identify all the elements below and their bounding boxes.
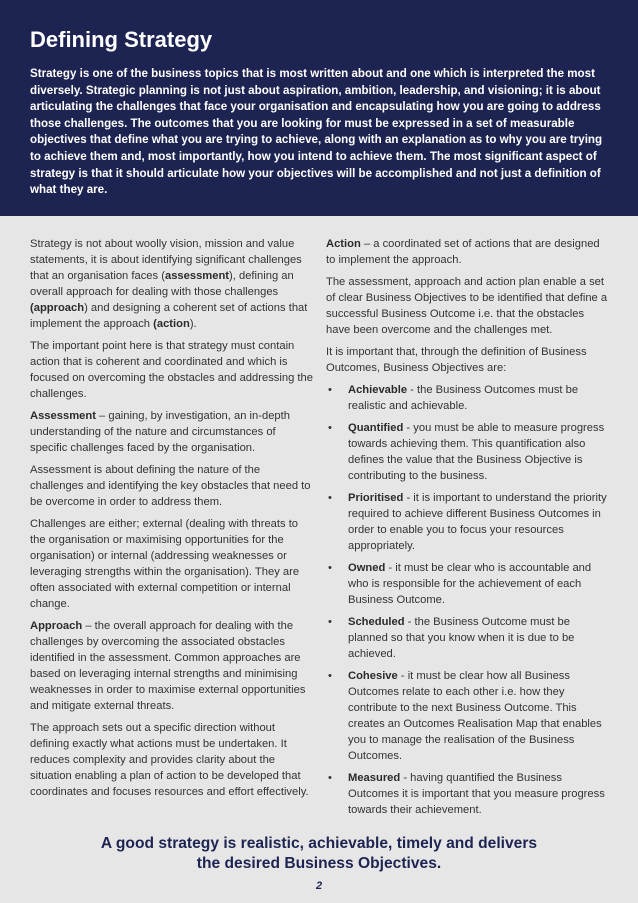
approach-definition: Approach – the overall approach for dealing with the challenges by overcoming the associated obstacles identified in the assessment. Common approaches are based on leveraging internal strengths and minimising weaknesses in order to maximise external opportunities and mitigate external threats. (30, 620, 306, 712)
closing-statement (0, 834, 638, 874)
page-title: Defining Strategy (30, 27, 213, 52)
list-item: • Prioritised - it is important to understand the priority required to achieve different Business Outcomes in order to enable you to focus your resources appropriately. (328, 492, 607, 552)
bullet-icon: • (328, 492, 332, 504)
assessment-term: assessment (164, 270, 230, 282)
bullet-icon: • (328, 422, 332, 434)
right-column (326, 236, 610, 824)
bullet-icon: • (328, 384, 332, 396)
strategy-paragraph: Strategy is not about woolly vision, mission and value statements, it is about identifying significant challenges that an organisation faces (assessment), defining an overall approach for dealing with those challenges (approach) and designing a coherent set of actions that implement the approach (action). (30, 238, 308, 330)
assessment-paragraph: Assessment is about defining the nature of the challenges and identifying the key obstacles that need to be overcome in order to address them. (30, 464, 311, 508)
approach-paragraph: The approach sets out a specific direction without defining exactly what actions must be undertaken. It reduces complexity and provides clarity about the situation enabling a plan of action to be developed that coordinates and focuses resources and effort effectively. (30, 722, 309, 798)
objectives-list (326, 382, 610, 818)
bullet-icon: • (328, 616, 332, 628)
list-item: • Cohesive - it must be clear how all Business Outcomes relate to each other i.e. how they contribute to the next Business Outcome. This creates an Outcomes Realisation Map that enables you to manage the realisation of the Business Outcomes. (328, 670, 602, 762)
list-item: • Measured - having quantified the Business Outcomes it is important that you measure progress towards their achievement. (328, 772, 605, 816)
list-item: • Owned - it must be clear who is accountable and who is responsible for the achievement of each Business Outcome. (328, 562, 592, 606)
closing-line-2: the desired Business Objectives. (196, 855, 442, 872)
important-point-paragraph: The important point here is that strategy must contain action that is coherent and coordinated and which is focused on overcoming the obstacles and addressing the challenges. (30, 340, 313, 400)
assessment-definition: Assessment – gaining, by investigation, an in-depth understanding of the nature and circumstances of specific challenges faced by the organisation. (30, 410, 290, 454)
page-number: 2 (315, 880, 323, 892)
bullet-icon: • (328, 670, 332, 682)
action-definition: Action – a coordinated set of actions that are designed to implement the approach. (326, 238, 600, 266)
bullet-icon: • (328, 772, 332, 784)
left-column (30, 236, 314, 806)
header-banner (0, 0, 638, 216)
list-item: • Quantified - you must be able to measure progress towards achieving them. This quantification also defines the value that the Business Objective is contributing to the business. (328, 422, 605, 482)
action-term: (action (153, 318, 190, 330)
body-columns (30, 236, 610, 826)
bullet-icon: • (328, 562, 332, 574)
list-item: • Achievable - the Business Outcomes must be realistic and achievable. (328, 384, 579, 412)
objectives-intro: It is important that, through the definition of Business Outcomes, Business Objectives are: (326, 346, 587, 374)
list-item: • Scheduled - the Business Outcome must be planned so that you know when it is due to be achieved. (328, 616, 575, 660)
intro-paragraph: Strategy is one of the business topics that is most written about and one which is interpreted the most diversely. Strategic planning is not just about aspiration, ambition, leadership, and visioning; it is about articulating the challenges that face your organisation and encapsulating how you are going to address those challenges. The outcomes that you are looking for must be expressed in a set of measurable objectives that define what you are trying to achieve, along with an explanation as to why you are trying to achieve them and, most importantly, how you intend to achieve them. The most significant aspect of strategy is that it should articulate how your objectives will be accomplished and not just a definition of what they are. (30, 67, 603, 197)
approach-term: (approach (30, 302, 85, 314)
action-plan-paragraph: The assessment, approach and action plan enable a set of clear Business Objectives to be identified that define a successful Business Outcome i.e. that the obstacles have been overcome and the challenges met. (326, 276, 608, 336)
closing-line-1: A good strategy is realistic, achievable, timely and delivers (100, 835, 538, 852)
challenges-paragraph: Challenges are either; external (dealing with threats to the organisation or maximising opportunities for the organisation) or internal (addressing weaknesses or leveraging strengths within the organisation). They are often associated with external competition or internal change. (30, 518, 300, 610)
